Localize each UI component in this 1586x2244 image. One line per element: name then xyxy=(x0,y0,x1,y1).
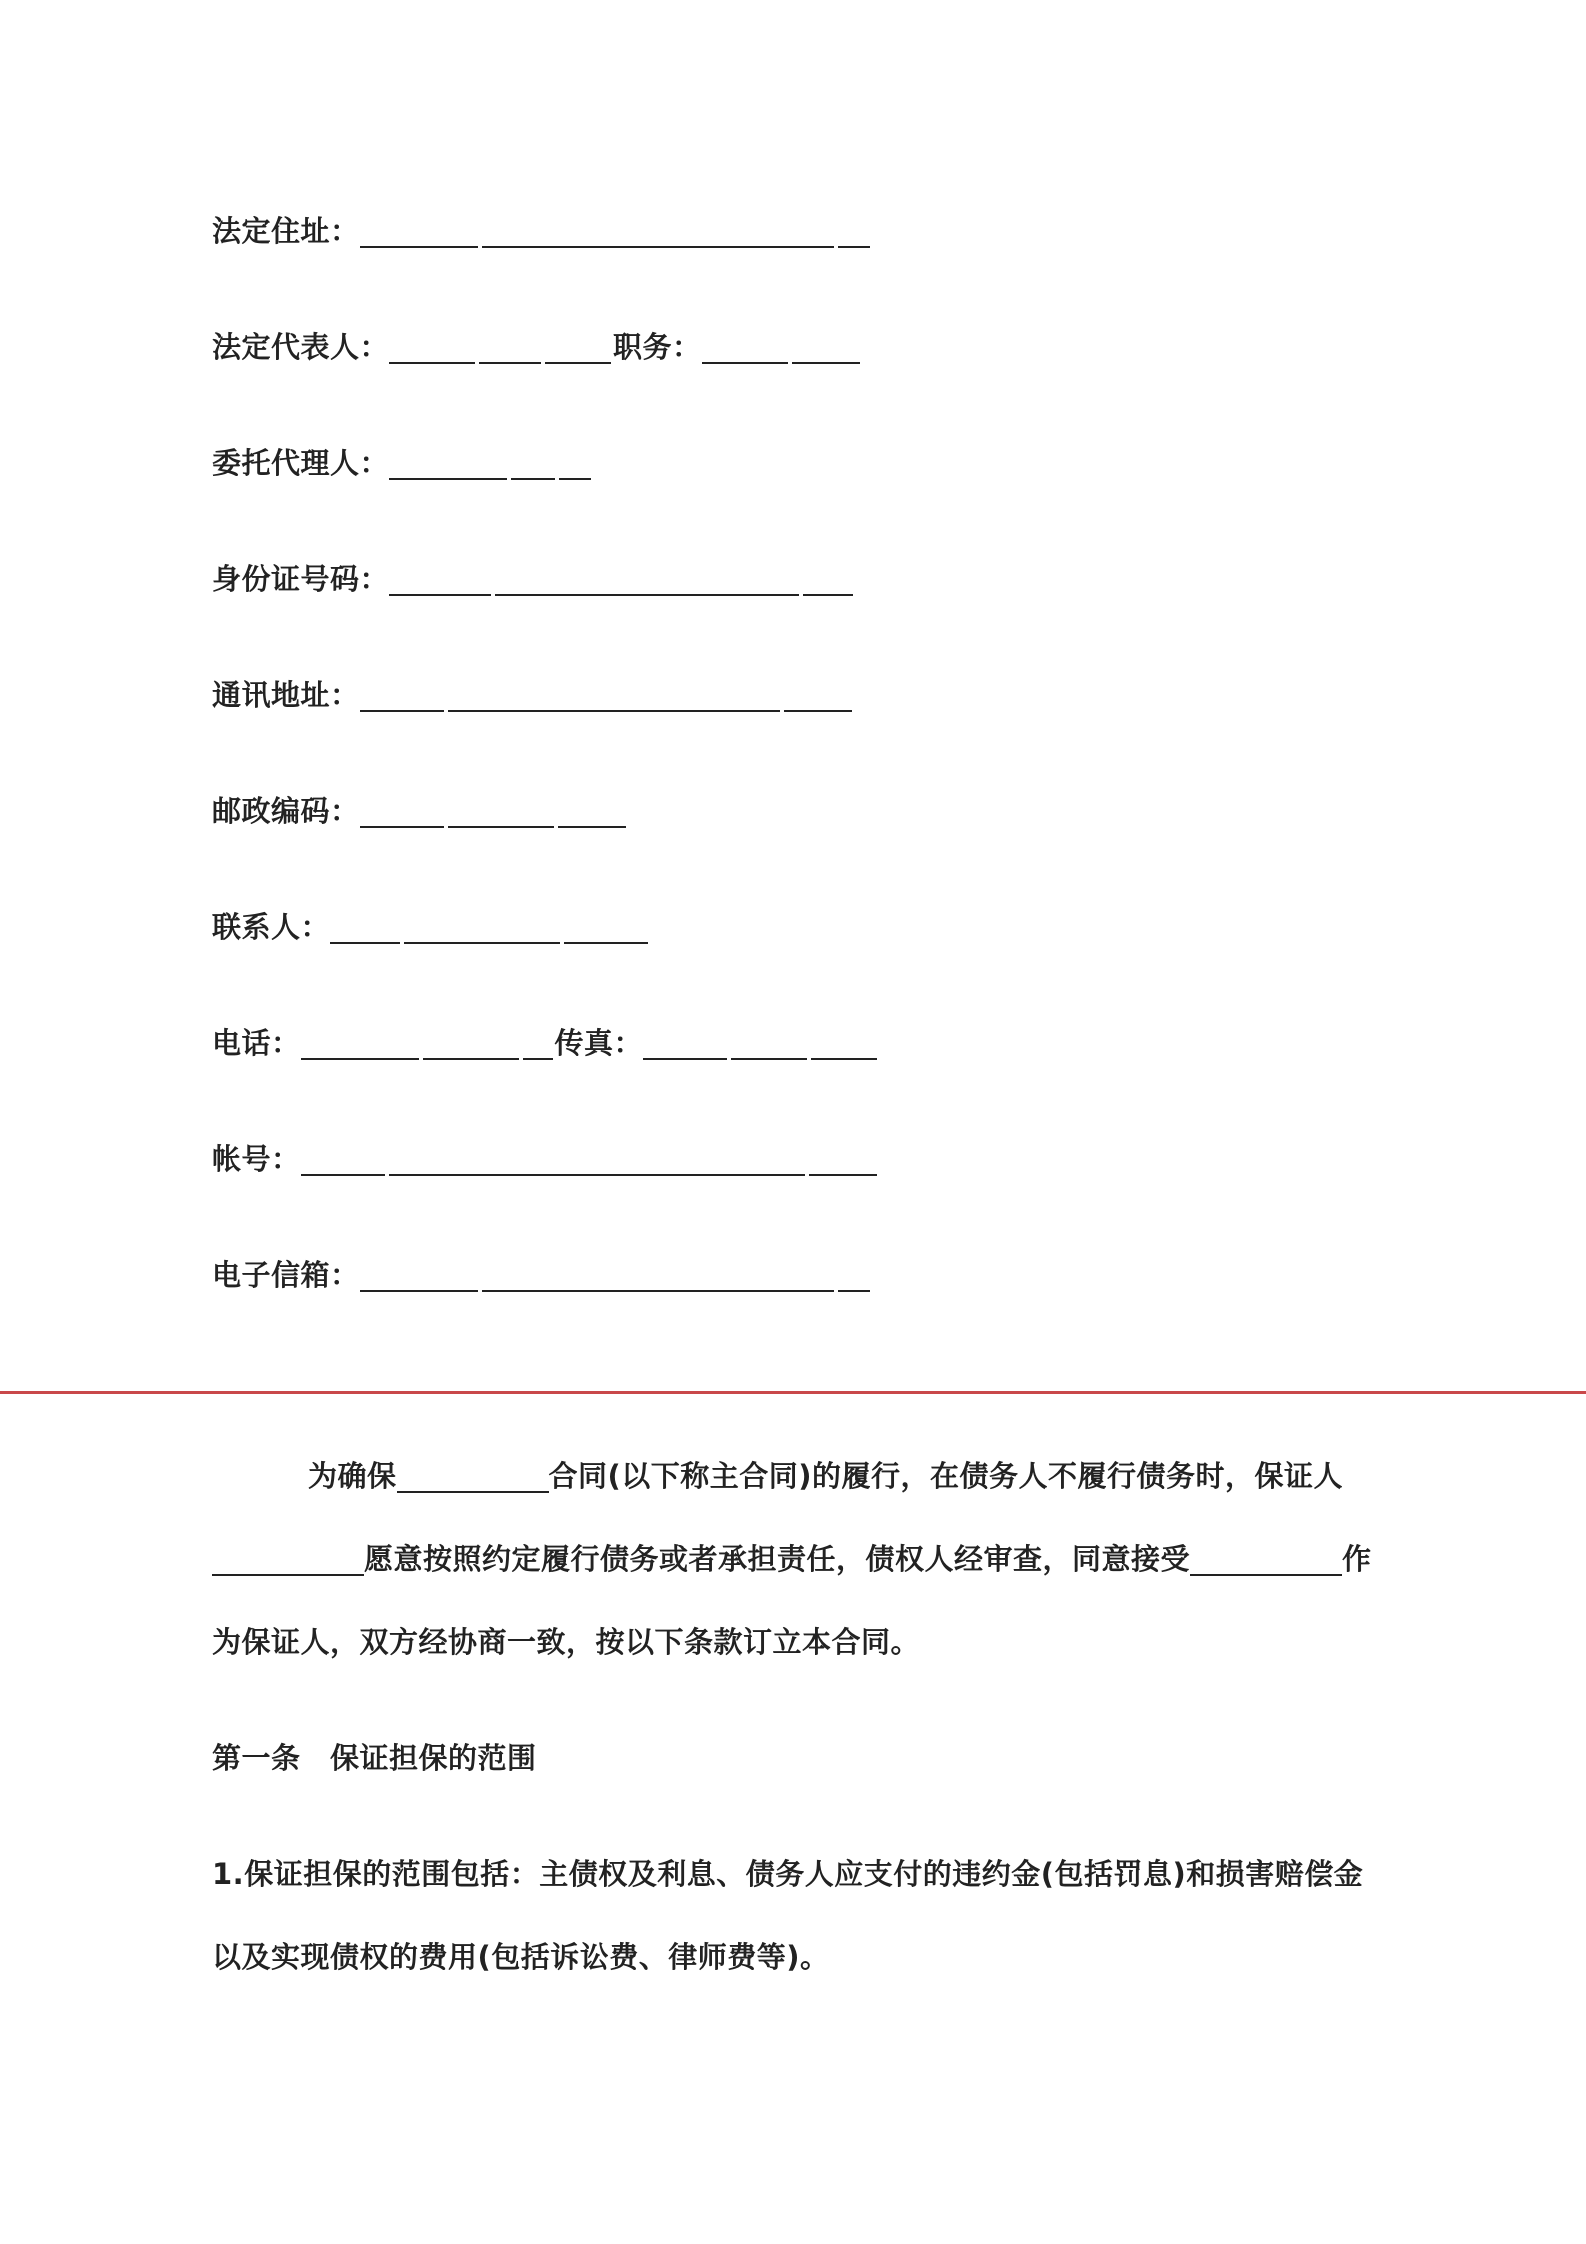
section-divider xyxy=(0,1391,1586,1394)
position-blank-1[interactable] xyxy=(702,362,788,364)
account-blank-1[interactable] xyxy=(301,1174,385,1176)
account-label: 帐号： xyxy=(212,1142,301,1176)
preamble-line-3 xyxy=(212,1621,920,1661)
postcode-blank-3[interactable] xyxy=(558,826,626,828)
postcode-field xyxy=(212,790,626,830)
preamble-line-1 xyxy=(308,1455,1343,1495)
legal-rep-label: 法定代表人： xyxy=(212,330,390,364)
contact-label: 联系人： xyxy=(212,910,331,944)
mail-address-blank-3[interactable] xyxy=(784,710,852,712)
legal-rep-field xyxy=(212,326,860,366)
postcode-blank-1[interactable] xyxy=(360,826,444,828)
account-field xyxy=(212,1138,877,1178)
contract-name-blank[interactable] xyxy=(397,1491,549,1493)
id-number-blank-1[interactable] xyxy=(389,594,491,596)
email-blank-2[interactable] xyxy=(482,1290,834,1292)
article-1-heading-text: 第一条 保证担保的范围 xyxy=(212,1741,537,1775)
position-blank-2[interactable] xyxy=(792,362,860,364)
postcode-label: 邮政编码： xyxy=(212,794,360,828)
id-number-blank-2[interactable] xyxy=(495,594,799,596)
preamble-line1-b: 合同(以下称主合同)的履行，在债务人不履行债务时，保证人 xyxy=(548,1459,1344,1493)
email-label: 电子信箱： xyxy=(212,1258,360,1292)
mail-address-blank-1[interactable] xyxy=(360,710,444,712)
guarantor-name-blank[interactable] xyxy=(212,1574,364,1576)
fax-label: 传真： xyxy=(554,1026,644,1060)
clause-1-line-2-text: 以及实现债权的费用(包括诉讼费、律师费等)。 xyxy=(212,1940,830,1974)
phone-blank-3[interactable] xyxy=(523,1058,553,1060)
fax-blank-3[interactable] xyxy=(811,1058,877,1060)
postcode-blank-2[interactable] xyxy=(448,826,554,828)
clause-1-line-1-text: 1.保证担保的范围包括：主债权及利息、债务人应支付的违约金(包括罚息)和损害赔偿金 xyxy=(212,1857,1364,1891)
contact-blank-3[interactable] xyxy=(564,942,648,944)
accepted-guarantor-blank[interactable] xyxy=(1190,1574,1342,1576)
legal-address-field xyxy=(212,210,870,250)
legal-address-blank-3[interactable] xyxy=(838,246,870,248)
phone-field xyxy=(212,1022,877,1062)
article-1-heading xyxy=(212,1737,537,1777)
position-label: 职务： xyxy=(613,330,702,364)
legal-address-blank-1[interactable] xyxy=(360,246,478,248)
preamble-line1-a: 为确保 xyxy=(308,1459,397,1493)
phone-label: 电话： xyxy=(212,1026,301,1060)
phone-blank-1[interactable] xyxy=(301,1058,419,1060)
fax-blank-2[interactable] xyxy=(731,1058,807,1060)
legal-rep-blank-2[interactable] xyxy=(479,362,541,364)
mail-address-blank-2[interactable] xyxy=(448,710,780,712)
legal-rep-blank-1[interactable] xyxy=(389,362,475,364)
fax-blank-1[interactable] xyxy=(643,1058,727,1060)
preamble-line2-b: 作 xyxy=(1342,1542,1372,1576)
mail-address-label: 通讯地址： xyxy=(212,678,360,712)
agent-label: 委托代理人： xyxy=(212,446,390,480)
agent-blank-1[interactable] xyxy=(389,478,507,480)
id-number-field xyxy=(212,558,853,598)
agent-blank-3[interactable] xyxy=(559,478,591,480)
email-field xyxy=(212,1254,870,1294)
email-blank-3[interactable] xyxy=(838,1290,870,1292)
id-number-blank-3[interactable] xyxy=(803,594,853,596)
account-blank-2[interactable] xyxy=(389,1174,805,1176)
account-blank-3[interactable] xyxy=(809,1174,877,1176)
phone-blank-2[interactable] xyxy=(423,1058,519,1060)
agent-field xyxy=(212,442,591,482)
preamble-line-2 xyxy=(212,1538,1372,1578)
legal-address-blank-2[interactable] xyxy=(482,246,834,248)
legal-address-label: 法定住址： xyxy=(212,214,360,248)
legal-rep-blank-3[interactable] xyxy=(545,362,611,364)
contact-blank-1[interactable] xyxy=(330,942,400,944)
agent-blank-2[interactable] xyxy=(511,478,555,480)
contact-field xyxy=(212,906,648,946)
preamble-line3: 为保证人，双方经协商一致，按以下条款订立本合同。 xyxy=(212,1625,921,1659)
id-number-label: 身份证号码： xyxy=(212,562,390,596)
mail-address-field xyxy=(212,674,852,714)
article-1-clause-1-line-1 xyxy=(212,1853,1363,1893)
contact-blank-2[interactable] xyxy=(404,942,560,944)
email-blank-1[interactable] xyxy=(360,1290,478,1292)
article-1-clause-1-line-2 xyxy=(212,1936,830,1976)
preamble-line2-a: 愿意按照约定履行债务或者承担责任，债权人经审查，同意接受 xyxy=(364,1542,1191,1576)
